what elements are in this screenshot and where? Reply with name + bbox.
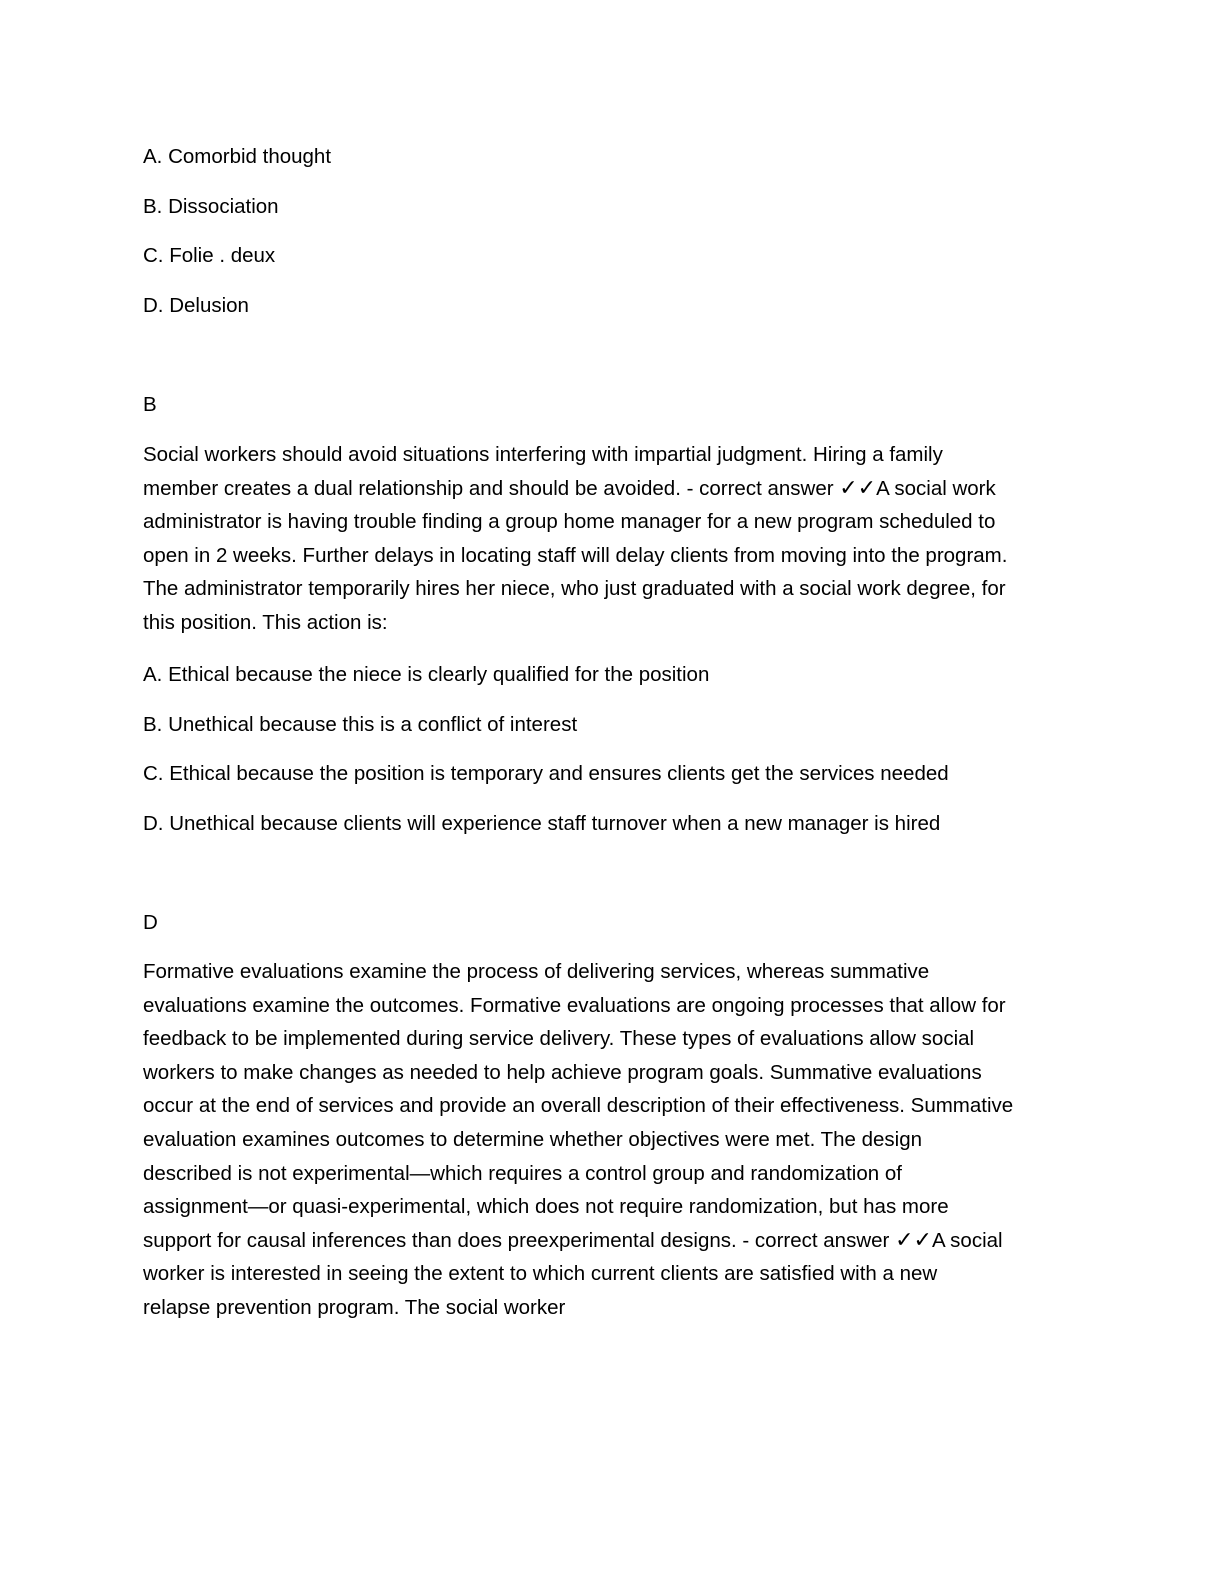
text-line: relapse prevention program. The social worker	[143, 1295, 566, 1319]
block2-paragraph	[143, 438, 1078, 640]
text-line: occur at the end of services and provide an overall description of their effectiveness. Summative	[143, 1094, 1014, 1118]
text-line: this position. This action is:	[143, 610, 388, 634]
q1-option-b: B. Dissociation	[143, 195, 279, 218]
text-line: Social workers should avoid situations interfering with impartial judgment. Hiring a family	[143, 443, 943, 466]
q1-answer: B	[143, 393, 157, 416]
text-line: described is not experimental—which requires a control group and randomization of	[143, 1161, 902, 1185]
text-line: evaluation examines outcomes to determine whether objectives were met. The design	[143, 1127, 923, 1151]
q2-option-a: A. Ethical because the niece is clearly qualified for the position	[143, 663, 710, 686]
q2-option-c: C. Ethical because the position is temporary and ensures clients get the services needed	[143, 762, 949, 785]
text-line: assignment—or quasi-experimental, which does not require randomization, but has more	[143, 1195, 949, 1219]
text-line: evaluations examine the outcomes. Formative evaluations are ongoing processes that allow for	[143, 993, 1006, 1017]
double-check-icon: ✓✓	[839, 475, 877, 501]
text-line: The administrator temporarily hires her niece, who just graduated with a social work degree, for	[143, 577, 1006, 601]
double-check-icon: ✓✓	[895, 1227, 932, 1253]
q2-option-b: B. Unethical because this is a conflict of interest	[143, 713, 578, 736]
text-line: worker is interested in seeing the extent to which current clients are satisfied with a new	[143, 1262, 938, 1286]
q1-option-a: A. Comorbid thought	[143, 145, 332, 168]
text-line	[143, 1224, 1078, 1258]
q2-answer: D	[143, 911, 158, 934]
text-line: feedback to be implemented during service delivery. These types of evaluations allow social	[143, 1027, 975, 1051]
text-segment: support for causal inferences than does preexperimental designs. - correct answer	[143, 1228, 896, 1252]
block3-paragraph	[143, 955, 1078, 1325]
text-segment: member creates a dual relationship and should be avoided. - correct answer	[143, 476, 840, 500]
text-line	[143, 472, 1078, 506]
text-line: workers to make changes as needed to help achieve program goals. Summative evaluations	[143, 1060, 982, 1084]
text-segment: A social	[931, 1228, 1003, 1252]
text-segment: A social work	[876, 476, 996, 500]
q2-option-d: D. Unethical because clients will experience staff turnover when a new manager is hired	[143, 812, 941, 835]
q1-option-d: D. Delusion	[143, 294, 249, 317]
q1-option-c: C. Folie . deux	[143, 244, 276, 267]
text-line: Formative evaluations examine the process of delivering services, whereas summative	[143, 960, 930, 983]
text-line: administrator is having trouble finding a group home manager for a new program scheduled to	[143, 510, 996, 534]
text-line: open in 2 weeks. Further delays in locating staff will delay clients from moving into the program.	[143, 543, 1008, 567]
